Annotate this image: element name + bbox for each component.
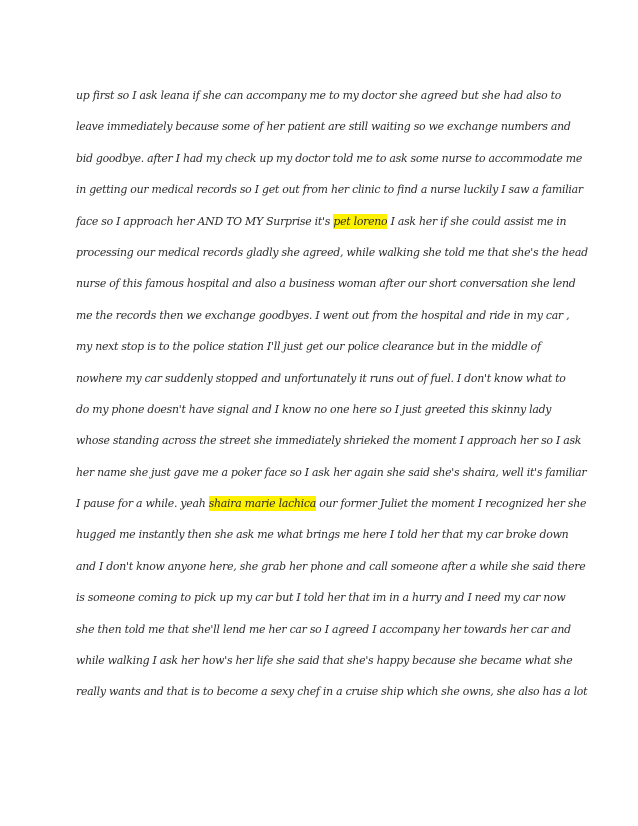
text-line: her name she just gave me a poker face so I ask her again she said she's shaira, well it's familiar [76, 465, 587, 479]
text-line: my next stop is to the police station I'll just get our police clearance but in the middle of [76, 340, 541, 354]
text-line: nurse of this famous hospital and also a business woman after our short conversation she lend [76, 277, 576, 291]
text-line [76, 494, 587, 525]
text-line: processing our medical records gladly she agreed, while walking she told me that she's the head [76, 245, 588, 259]
text-line: really wants and that is to become a sexy chef in a cruise ship which she owns, she also has a lot [76, 685, 588, 699]
text-segment: I ask her if she could assist me in [387, 214, 567, 228]
text-line: hugged me instantly then she ask me what brings me here I told her that my car broke down [76, 528, 569, 542]
highlighted-name: pet loreno [333, 214, 388, 228]
text-line: while walking I ask her how's her life she said that she's happy because she became what she [76, 654, 573, 668]
text-line: in getting our medical records so I get out from her clinic to find a nurse luckily I saw a familiar [76, 183, 583, 197]
text-line: whose standing across the street she immediately shrieked the moment I approach her so I ask [76, 434, 582, 448]
text-segment: our former Juliet the moment I recognized her she [316, 497, 587, 511]
text-line: up first so I ask leana if she can accompany me to my doctor she agreed but she had also to [76, 89, 562, 102]
document-body [76, 86, 588, 714]
highlighted-name: shaira marie lachica [208, 497, 317, 511]
text-line: is someone coming to pick up my car but I told her that im in a hurry and I need my car now [76, 591, 566, 605]
text-line: do my phone doesn't have signal and I know no one here so I just greeted this skinny lady [76, 402, 552, 416]
text-segment: face so I approach her AND TO MY Surprise it's [76, 214, 334, 228]
text-segment: I pause for a while. yeah [76, 497, 209, 511]
text-line: bid goodbye. after I had my check up my doctor told me to ask some nurse to accommodate me [76, 151, 583, 165]
text-line [76, 212, 566, 243]
text-line: nowhere my car suddenly stopped and unfortunately it runs out of fuel. I don't know what to [76, 371, 566, 385]
text-line: and I don't know anyone here, she grab her phone and call someone after a while she said there [76, 559, 586, 573]
text-line: she then told me that she'll lend me her car so I agreed I accompany her towards her car and [76, 622, 571, 636]
text-line: leave immediately because some of her patient are still waiting so we exchange numbers and [76, 120, 571, 134]
text-line: me the records then we exchange goodbyes. I went out from the hospital and ride in my car , [76, 308, 570, 322]
